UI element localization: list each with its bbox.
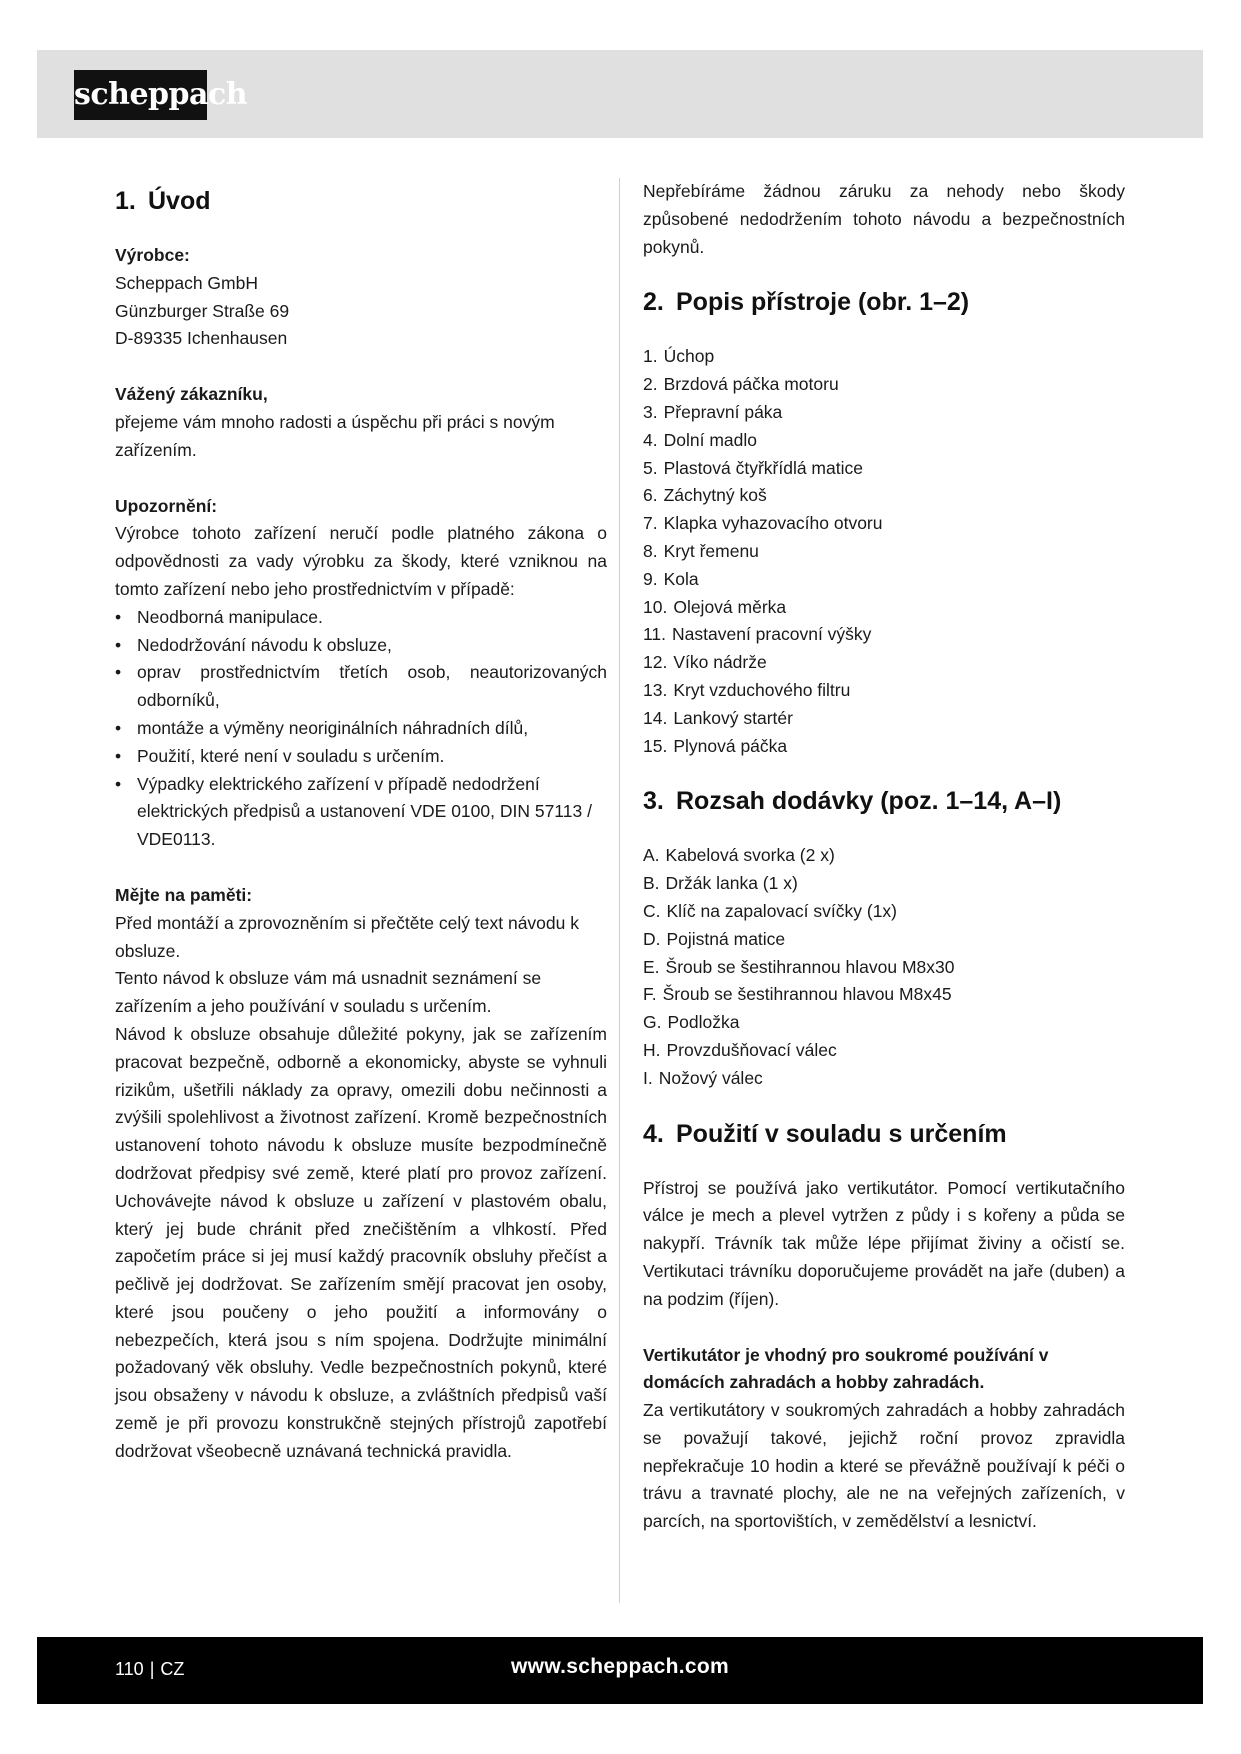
list-item-text: Brzdová páčka motoru [663,374,839,395]
delivery-list [643,842,1125,1092]
list-item-text: Nožový válec [658,1067,763,1088]
list-item-text: Kryt vzduchového filtru [673,679,851,700]
list-item-number: A. [643,845,660,866]
remember-label: Mějte na paměti: [115,884,253,905]
remember-paragraph: Před montáží a zprovozněním si přečtěte celý text návodu k obsluze. [115,912,579,961]
right-column [643,178,1125,1536]
list-item: • oprav prostřednictvím třetích osob, neautorizovaných odborníků, [115,659,607,715]
list-item-number: 7. [643,513,658,534]
list-item [643,898,1125,926]
footer-band [37,1637,1203,1704]
manufacturer-line: Günzburger Straße 69 [115,300,290,321]
remember-paragraph: Návod k obsluze obsahuje důležité pokyny, jak se zařízením pracovat bezpečně, odborně a ekonomicky, abyste se vyhnuli rizikům, ušetřili náklady za opravy, omezili dobu nečinnosti a zvýšili spolehlivost a životnost zařízení. Kromě bezpečnostních ustanovení tohoto návodu k obsluze musíte bezpodmínečně dodržovat předpisy své země, které platí pro provoz zařízení. Uchovávejte návod k obsluze u zařízení v plastovém obalu, který jej bude chránit před znečištěním a vlhkostí. Před započetím práce si jej musí každý pracovník obsluhy přečíst a pečlivě jej dodržovat. Se zařízením smějí pracovat jen osoby, které jsou poučeny o jeho použití a informovány o nebezpečích, která jsou s ním spojena. Dodržujte minimální požadovaný věk obsluhy. Vedle bezpečnostních pokynů, které jsou obsaženy v návodu k obsluze, a zvláštních předpisů vaší země je při provozu konstrukčně stejných přístrojů zapotřebí dodržovat všeobecně uznávaná technická pravidla. [115,1023,607,1461]
list-item-text: Záchytný koš [663,485,767,506]
section-number: 2. [643,288,664,317]
list-item [643,649,1125,677]
list-item-number: 3. [643,401,658,422]
list-item-number: 10. [643,596,668,617]
list-item-number: I. [643,1067,653,1088]
list-item-number: 11. [643,624,667,645]
list-item [643,926,1125,954]
list-item-number: 14. [643,707,668,728]
list-item-text: Víko nádrže [673,652,767,673]
list-item-text: Kryt řemenu [663,540,759,561]
list-item-number: F. [643,984,657,1005]
list-item-text: Podložka [667,1012,740,1033]
list-item-number: 13. [643,679,668,700]
list-item-text: Šroub se šestihrannou hlavou M8x45 [662,984,952,1005]
section-3-heading [643,778,1125,824]
list-item-number: C. [643,900,661,921]
list-item [643,1065,1125,1093]
list-item-number: 15. [643,735,668,756]
list-item [643,842,1125,870]
manufacturer-line: Scheppach GmbH [115,272,258,293]
list-item-text: Šroub se šestihrannou hlavou M8x30 [665,956,955,977]
list-item [643,981,1125,1009]
list-item: • Použití, které není v souladu s určením. [115,743,607,771]
list-item-text: Nastavení pracovní výšky [672,624,872,645]
list-item-number: 2. [643,374,658,395]
list-item [643,677,1125,705]
list-item [643,733,1125,761]
list-item-text: Provzdušňovací válec [666,1039,837,1060]
list-item-number: G. [643,1012,662,1033]
section-title: Popis přístroje (obr. 1–2) [676,288,970,317]
list-item [643,1037,1125,1065]
list-item-number: B. [643,873,660,894]
scheppach-logo: scheppach [74,70,207,120]
manufacturer-line: D-89335 Ichenhausen [115,328,288,349]
column-divider [619,178,620,1603]
list-item-number: 1. [643,346,658,367]
list-item [643,482,1125,510]
notice-text: Výrobce tohoto zařízení neručí podle platného zákona o odpovědnosti za vady výrobku za škody, které vzniknou na tomto zařízení nebo jeho prostřednictvím v případě: [115,523,607,599]
list-item [643,427,1125,455]
list-item: • Neodborná manipulace. [115,604,607,632]
notice-label: Upozornění: [115,495,218,516]
dear-customer-label: Vážený zákazníku, [115,384,268,405]
list-item-number: 8. [643,540,658,561]
intended-use-text: Přístroj se používá jako vertikutátor. Pomocí vertikutačního válce je mech a plevel vytržen z půdy i s kořeny a půda se nakypří. Trávník tak může lépe přijímat živiny a očistí se. Vertikutaci trávníku doporučujeme provádět na jaře (duben) a na podzim (říjen). [643,1177,1125,1309]
private-use-text: Za vertikutátory v soukromých zahradách a hobby zahradách se považují takové, jejichž roční provoz zpravidla nepřekračuje 10 hodin a které se převážně používají k péči o trávu a travnaté plochy, ale ne na veřejných zařízeních, v parcích, na sportovištích, v zemědělství a lesnictví. [643,1400,1125,1532]
list-item [643,455,1125,483]
list-item [643,954,1125,982]
list-item-text: Úchop [663,346,715,367]
list-item-text: Klíč na zapalovací svíčky (1x) [666,900,897,921]
section-title: Použití v souladu s určením [676,1119,1007,1148]
list-item [643,705,1125,733]
list-item-number: H. [643,1039,661,1060]
list-item-text: Plastová čtyřkřídlá matice [663,457,863,478]
list-item-text: Klapka vyhazovacího otvoru [663,513,883,534]
list-item [643,510,1125,538]
list-item-text: Dolní madlo [663,429,757,450]
section-number: 3. [643,787,664,816]
list-item-text: Kabelová svorka (2 x) [665,845,835,866]
list-item [643,870,1125,898]
list-item-number: D. [643,928,661,949]
list-item [643,538,1125,566]
private-use-label: Vertikutátor je vhodný pro soukromé používání v domácích zahradách a hobby zahradách. [643,1344,1049,1393]
list-item-text: Lankový startér [673,707,793,728]
list-item-number: 4. [643,429,658,450]
section-2-heading [643,279,1125,325]
manufacturer-label: Výrobce: [115,245,190,265]
left-column [115,178,607,1466]
list-item-text: Pojistná matice [666,928,786,949]
section-4-heading [643,1111,1125,1157]
dear-customer-text: přejeme vám mnoho radosti a úspěchu při práci s novým zařízením. [115,411,555,460]
list-item [643,343,1125,371]
list-item-number: 6. [643,485,658,506]
page-number: 110 [115,1659,144,1679]
section-1-heading [115,178,607,224]
list-item: • montáže a výměny neoriginálních náhradních dílů, [115,715,607,743]
notice-bullet-list [115,604,607,854]
list-item [643,371,1125,399]
remember-paragraph: Tento návod k obsluze vám má usnadnit seznámení se zařízením a jeho používání v souladu s určením. [115,968,542,1017]
list-item-number: E. [643,956,660,977]
list-item [643,1009,1125,1037]
website-link[interactable]: www.scheppach.com [511,1655,729,1678]
list-item: • Výpadky elektrického zařízení v případě nedodržení elektrických předpisů a ustanovení VDE 0100, DIN 57113 / VDE0113. [115,771,607,854]
list-item [643,566,1125,594]
header-band [37,50,1203,138]
section-title: Úvod [148,187,211,215]
list-item [643,621,1125,649]
list-item-number: 9. [643,568,658,589]
list-item [643,594,1125,622]
section-title: Rozsah dodávky (poz. 1–14, A–I) [676,787,1062,816]
list-item-number: 5. [643,457,658,478]
list-item-text: Kola [663,568,699,589]
section-number: 4. [643,1119,664,1148]
list-item-text: Přepravní páka [663,401,783,422]
language-code: CZ [160,1659,185,1679]
list-item-text: Držák lanka (1 x) [665,873,798,894]
list-item-text: Olejová měrka [673,596,787,617]
list-item: • Nedodržování návodu k obsluze, [115,632,607,660]
section-number: 1. [115,187,136,215]
list-item-number: 12. [643,652,668,673]
parts-list [643,343,1125,760]
disclaimer-text: Nepřebíráme žádnou záruku za nehody nebo škody způsobené nedodržením tohoto návodu a bezpečnostních pokynů. [643,181,1125,257]
list-item-text: Plynová páčka [673,735,788,756]
list-item [643,399,1125,427]
page-separator: | [149,1659,155,1679]
